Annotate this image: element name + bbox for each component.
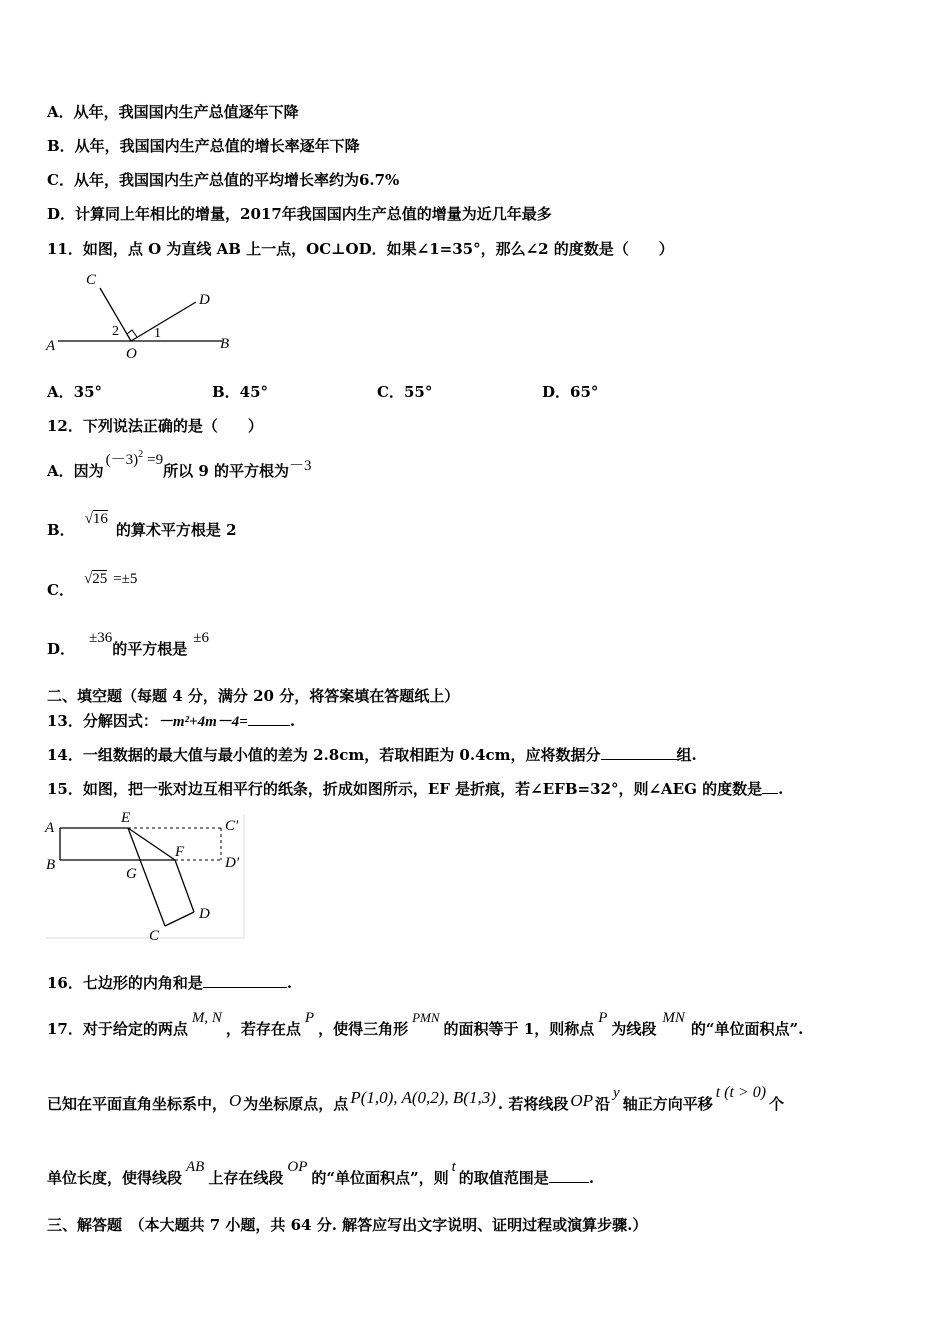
q10-option-c: C．从年，我国国内生产总值的平均增长率约为6.7% [47,171,400,189]
q17-p3-b: 上存在线段 [208,1169,284,1187]
q11-label-c: C [86,272,97,288]
q17-p1-a: 17．对于给定的两点 [47,1020,188,1038]
q17-math-y: y [613,1085,620,1101]
q12-option-c [47,571,138,601]
section2-heading: 二、填空题（每题 4 分，满分 20 分，将答案填在答题纸上） [47,687,460,705]
q17-blank [549,1168,589,1183]
q11-label-d: D [199,292,210,308]
q11-option-d: D．65° [542,383,599,401]
q12-d-text: 的平方根是 [112,640,188,658]
q15-label-e: E [121,810,131,826]
q12-c-rest: =±5 [113,571,138,587]
q15-label-cprime: C′ [225,818,239,834]
q11-label-b: B [220,336,230,352]
q13-end: . [289,712,296,730]
q17-math-op: OP [570,1091,593,1110]
q11-label-a: A [46,338,56,354]
q17-p1-b: ，若存在点 [225,1020,301,1038]
q13-expr: －m²+4m－4= [157,714,248,730]
q15-label-d: D [199,906,210,922]
q13 [47,711,295,732]
q12-b-prefix: B． [47,521,75,539]
q11-angle-1: 1 [154,326,161,341]
q17-math-p2: P [598,1010,608,1026]
q14-end: 组. [676,746,697,764]
q16 [47,973,292,993]
q12-a-prefix: A．因为 [47,462,104,480]
q12-b-text: 的算术平方根是 2 [115,521,237,539]
q16-end: . [286,974,293,992]
q16-text: 16．七边形的内角和是 [47,974,203,992]
q15-blank [762,779,778,794]
q15-figure [44,810,254,942]
q14-text: 14．一组数据的最大值与最小值的差为 2.8cm，若取相距为 0.4cm，应将数据分 [47,746,601,764]
q12-option-a [47,449,312,484]
q12-stem: 12．下列说法正确的是（ ） [47,417,263,435]
q17-math-ab: AB [186,1159,205,1175]
q14-blank [601,745,677,760]
q11-option-b: B．45° [212,383,269,401]
q17-p2-e: 轴正方向平移 [622,1095,713,1113]
q16-blank [203,973,287,988]
q17-line2 [47,1084,785,1115]
q15-label-g: G [126,866,137,882]
q17-line3 [47,1159,595,1189]
q10-option-b: B．从年，我国国内生产总值的增长率逐年下降 [47,137,360,155]
q11-label-o: O [126,346,137,362]
q12-d-math1: ±36 [89,630,113,646]
q10-option-a: A．从年，我国国内生产总值逐年下降 [47,103,299,121]
q17-line1 [47,1010,804,1040]
q12-b-sqrt: √16 [84,511,108,527]
q17-p1-f: 的“单位面积点”. [690,1020,804,1038]
q12-option-d [47,630,209,660]
q12-c-sqrt: √25 =±5 [83,571,138,587]
q10-option-d: D．计算同上年相比的增量，2017年我国国内生产总值的增量为近几年最多 [47,205,552,223]
q17-math-pmn: PMN [412,1010,440,1025]
q17-p1-d: 的面积等于 1，则称点 [443,1020,595,1038]
q12-c-radicand: 25 [92,571,108,587]
q17-math-mn: M, N [191,1010,222,1026]
q17-math-t: t (t > 0) [715,1084,767,1101]
q12-b-radicand: 16 [92,511,108,527]
q15-label-dprime: D′ [225,855,240,871]
section3-heading: 三、解答题 （本大题共 7 小题，共 64 分. 解答应写出文字说明、证明过程或演算步骤.） [47,1216,648,1234]
q17-math-mn2: MN [662,1010,685,1026]
q15-label-b: B [46,857,56,873]
q15-label-a: A [45,820,55,836]
q12-a-exp: 2 [138,449,144,460]
q11-option-a: A．35° [47,383,103,401]
q17-math-op2: OP [287,1159,308,1175]
q15-end: . [778,780,784,798]
q12-a-math1: (－3) [105,452,139,468]
q12-option-b [47,511,237,541]
q11-stem: 11．如图，点 O 为直线 AB 上一点，OC⊥OD．如果∠1=35°，那么∠2 的度数是（ ） [47,240,674,258]
q17-p2-c: . 若将线段 [497,1095,569,1113]
q17-p2-b: 为坐标原点，点 [243,1095,349,1113]
q17-p3-c: 的“单位面积点”，则 [311,1169,449,1187]
q15-label-f: F [175,844,185,860]
q12-a-math3: －3 [289,458,312,474]
q11-angle-2: 2 [112,324,119,339]
q17-math-t2: t [451,1159,456,1175]
q15-label-c: C [149,928,160,944]
q17-math-points: P(1,0), A(0,2), B(1,3) [350,1088,496,1107]
q12-a-math2: =9 [147,452,164,468]
q17-p2-f: 个 [769,1095,785,1113]
q17-math-o: O [229,1091,242,1110]
q13-prefix: 13．分解因式： [47,712,158,730]
q12-c-prefix: C． [47,581,74,599]
q17-p3-d: 的取值范围是 [458,1169,549,1187]
q15 [47,779,783,799]
q13-blank [248,711,290,726]
q17-p1-c: ，使得三角形 [318,1020,409,1038]
q17-math-p: P [304,1010,315,1026]
q12-d-math2: ±6 [193,630,209,646]
q11-option-c: C．55° [377,383,433,401]
q14 [47,745,697,765]
q17-p2-a: 已知在平面直角坐标系中， [47,1095,228,1113]
q17-p3-a: 单位长度，使得线段 [47,1169,183,1187]
q11-figure [44,268,244,363]
q17-p3-e: . [588,1169,595,1187]
q15-text: 15．如图，把一张对边互相平行的纸条，折成如图所示，EF 是折痕，若∠EFB=32°，则∠AEG 的度数是 [47,780,763,798]
q12-a-mid: 所以 9 的平方根为 [163,462,289,480]
q12-d-prefix: D． [47,640,76,658]
q17-p1-e: 为线段 [611,1020,657,1038]
q17-p2-d: 沿 [595,1095,611,1113]
